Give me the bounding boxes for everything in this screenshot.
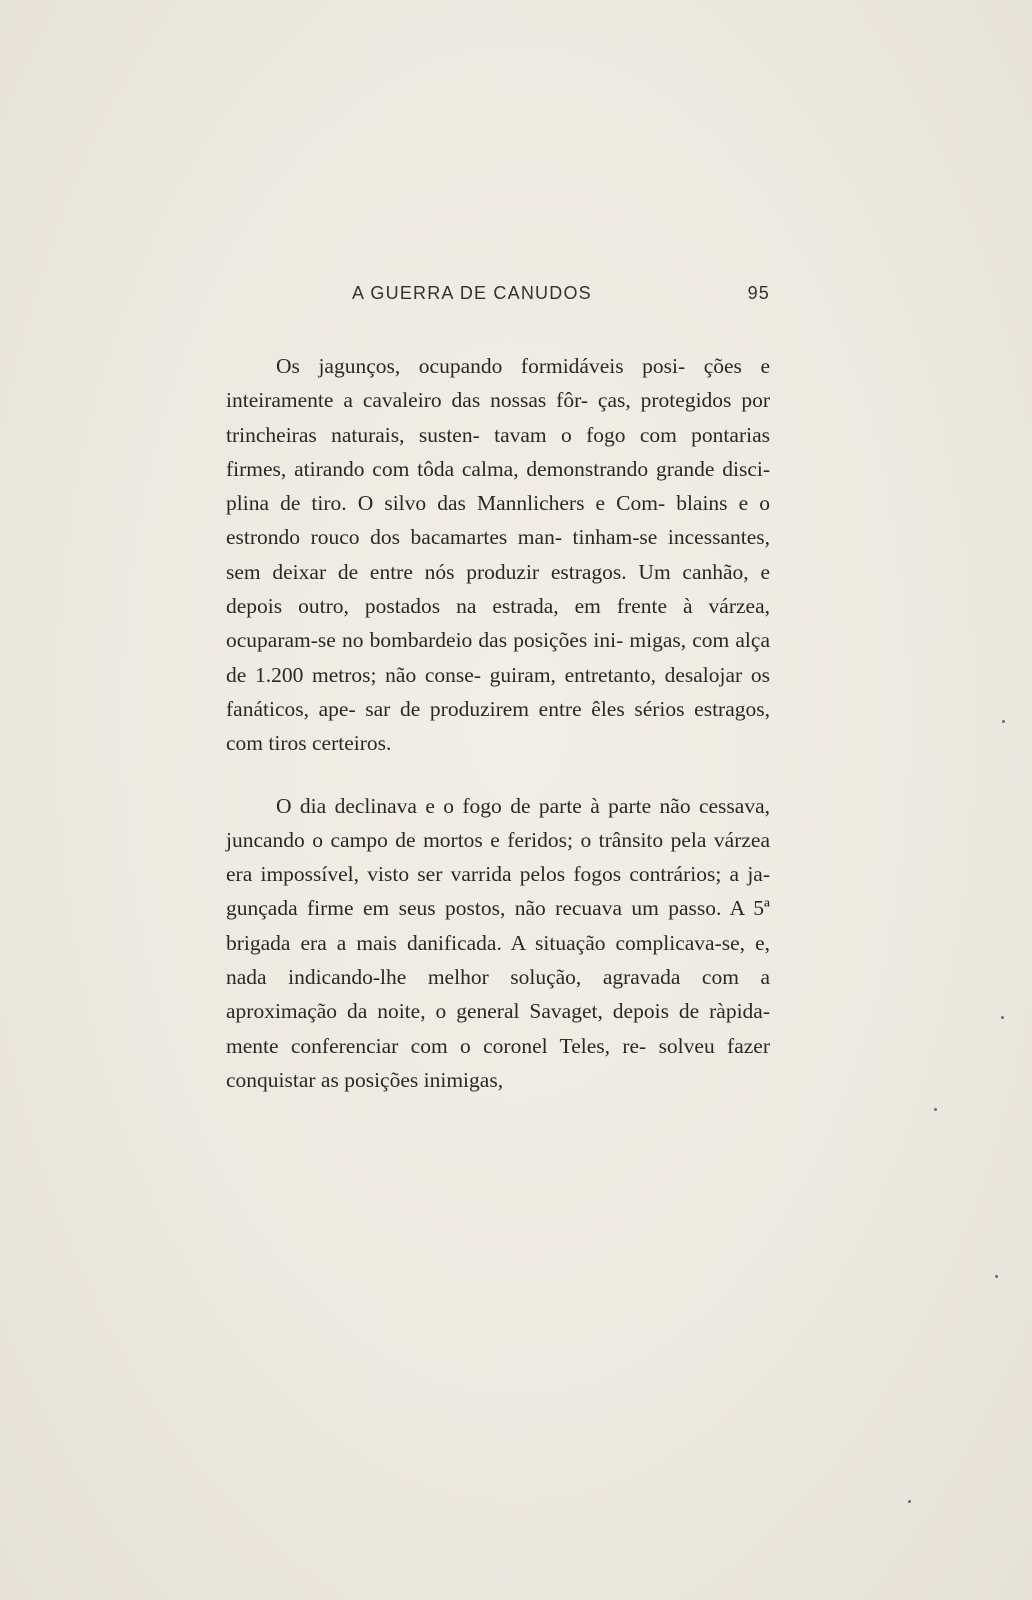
paper-speck [995, 1275, 998, 1278]
body-text [226, 349, 770, 1097]
paragraph-1: Os jagunços, ocupando formidáveis posi- ções e inteiramente a cavaleiro das nossas fôr- ças, protegidos por trincheiras naturais, susten- tavam o fogo com pontarias firmes, atirando com tôda calma, demonstrando grande disci- plina de tiro. O silvo das Mannlichers e Com- blains e o estrondo rouco dos bacamartes man- tinham-se incessantes, sem deixar de entre nós produzir estragos. Um canhão, e depois outro, postados na estrada, em frente à várzea, ocuparam-se no bombardeio das posições ini- migas, com alça de 1.200 metros; não conse- guiram, entretanto, desalojar os fanáticos, ape- sar de produzirem entre êles sérios estragos, com tiros certeiros. [226, 354, 770, 756]
paper-speck [908, 1500, 911, 1503]
running-title: A GUERRA DE CANUDOS [352, 283, 592, 303]
paper-speck [1002, 720, 1005, 723]
paper-speck [934, 1108, 937, 1111]
paragraph-2: O dia declinava e o fogo de parte à parte não cessava, juncando o campo de mortos e feridos; o trânsito pela várzea era impossível, visto ser varrida pelos fogos contrários; a ja- gunçada firme em seus postos, não recuava um passo. A 5ª brigada era a mais danificada. A situação complicava-se, e, nada indicando-lhe melhor solução, agravada com a aproximação da noite, o general Savaget, depois de ràpida- mente conferenciar com o coronel Teles, re- solveu fazer conquistar as posições inimigas, [226, 793, 770, 1092]
page-number: 95 [747, 283, 770, 303]
paper-speck [1001, 1016, 1004, 1019]
running-header [226, 283, 770, 309]
